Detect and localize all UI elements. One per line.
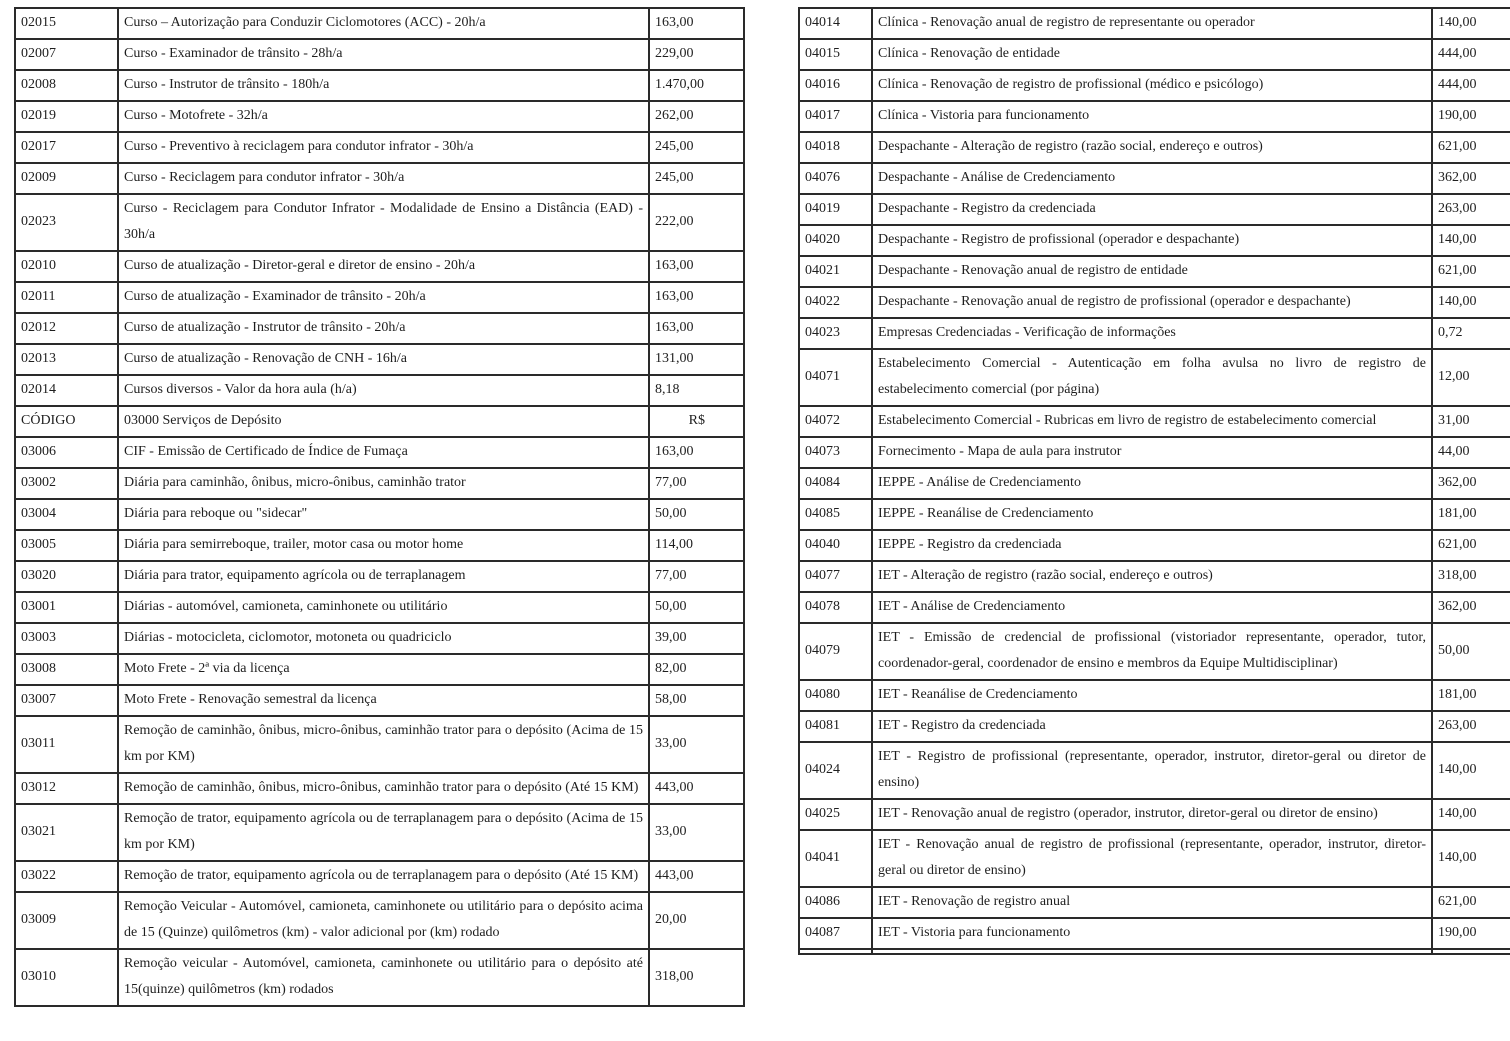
code-cell: 04079 <box>799 623 872 680</box>
code-cell: 04085 <box>799 499 872 530</box>
table-row <box>799 349 1510 406</box>
code-cell: 03005 <box>15 530 118 561</box>
description-cell: Curso - Motofrete - 32h/a <box>118 101 649 132</box>
code-cell: 03004 <box>15 499 118 530</box>
description-cell: Curso - Preventivo à reciclagem para condutor infrator - 30h/a <box>118 132 649 163</box>
price-cell: 263,00 <box>1432 711 1510 742</box>
price-cell: 362,00 <box>1432 468 1510 499</box>
description-cell: Clínica - Renovação anual de registro de representante ou operador <box>872 8 1432 39</box>
table-row <box>15 592 744 623</box>
price-cell: 163,00 <box>649 282 744 313</box>
table-row <box>15 685 744 716</box>
price-cell: 114,00 <box>649 530 744 561</box>
description-cell: Moto Frete - 2ª via da licença <box>118 654 649 685</box>
table-row <box>15 499 744 530</box>
table-row <box>15 282 744 313</box>
price-cell: 50,00 <box>649 592 744 623</box>
table-row <box>799 437 1510 468</box>
table-row <box>799 949 1510 954</box>
table-row <box>15 561 744 592</box>
description-cell: Remoção de caminhão, ônibus, micro-ônibus, caminhão trator para o depósito (Acima de 15 km por KM) <box>118 716 649 773</box>
code-cell: 04020 <box>799 225 872 256</box>
description-cell: IET - Vistoria para funcionamento <box>872 918 1432 949</box>
table-row <box>15 530 744 561</box>
price-cell: 229,00 <box>649 39 744 70</box>
description-cell: Clínica - Vistoria para funcionamento <box>872 101 1432 132</box>
price-cell: 33,00 <box>649 804 744 861</box>
description-cell: Curso - Reciclagem para condutor infrator - 30h/a <box>118 163 649 194</box>
table-row <box>15 892 744 949</box>
price-cell: 12,00 <box>1432 349 1510 406</box>
price-cell: 77,00 <box>649 561 744 592</box>
description-cell: Fornecimento - Mapa de aula para instrutor <box>872 437 1432 468</box>
price-cell: 444,00 <box>1432 39 1510 70</box>
code-cell: 03006 <box>15 437 118 468</box>
table-row <box>15 344 744 375</box>
table-row <box>799 592 1510 623</box>
description-cell: Clínica - Renovação de registro de profissional (médico e psicólogo) <box>872 70 1432 101</box>
table-row <box>15 375 744 406</box>
price-cell: 262,00 <box>649 101 744 132</box>
description-cell: Curso – Autorização para Conduzir Ciclomotores (ACC) - 20h/a <box>118 8 649 39</box>
table-row <box>15 623 744 654</box>
price-cell: 362,00 <box>1432 592 1510 623</box>
code-cell: 04025 <box>799 799 872 830</box>
description-cell: IET - Renovação de registro anual <box>872 887 1432 918</box>
table-row <box>799 132 1510 163</box>
description-cell: IEPPE - Registro da credenciada <box>872 530 1432 561</box>
code-cell: 04077 <box>799 561 872 592</box>
table-row <box>15 132 744 163</box>
table-row <box>15 39 744 70</box>
description-cell: IET - Renovação anual de registro de profissional (representante, operador, instrutor, diretor-geral ou diretor de ensino) <box>872 830 1432 887</box>
code-cell: 04015 <box>799 39 872 70</box>
table-row <box>15 949 744 1006</box>
price-cell: 245,00 <box>649 163 744 194</box>
table-row <box>15 654 744 685</box>
description-cell: Diária para semirreboque, trailer, motor casa ou motor home <box>118 530 649 561</box>
table-row <box>15 194 744 251</box>
description-cell: Remoção Veicular - Automóvel, camioneta, caminhonete ou utilitário para o depósito acima de 15 (Quinze) quilômetros (km) - valor adicional por (km) rodado <box>118 892 649 949</box>
code-cell: 03002 <box>15 468 118 499</box>
description-cell: Curso - Instrutor de trânsito - 180h/a <box>118 70 649 101</box>
code-cell: 04078 <box>799 592 872 623</box>
table-row <box>15 8 744 39</box>
code-cell: 04023 <box>799 318 872 349</box>
description-cell: IET - Registro da credenciada <box>872 711 1432 742</box>
table-row <box>799 8 1510 39</box>
table-row <box>15 101 744 132</box>
price-cell: 621,00 <box>1432 132 1510 163</box>
description-cell: Diária para caminhão, ônibus, micro-ônibus, caminhão trator <box>118 468 649 499</box>
table-row <box>15 251 744 282</box>
price-cell: 443,00 <box>649 773 744 804</box>
table-row <box>799 39 1510 70</box>
description-cell: Diária para trator, equipamento agrícola ou de terraplanagem <box>118 561 649 592</box>
code-cell: 04024 <box>799 742 872 799</box>
code-cell: 02017 <box>15 132 118 163</box>
code-cell: 04081 <box>799 711 872 742</box>
table-row <box>799 256 1510 287</box>
price-cell: 190,00 <box>1432 101 1510 132</box>
table-row <box>799 225 1510 256</box>
code-cell: 03022 <box>15 861 118 892</box>
price-cell: 33,00 <box>649 716 744 773</box>
description-cell: Remoção de trator, equipamento agrícola ou de terraplanagem para o depósito (Até 15 KM) <box>118 861 649 892</box>
code-cell: 04040 <box>799 530 872 561</box>
price-cell: 39,00 <box>649 623 744 654</box>
code-cell: 03021 <box>15 804 118 861</box>
description-cell: Diárias - automóvel, camioneta, caminhonete ou utilitário <box>118 592 649 623</box>
code-cell: 04076 <box>799 163 872 194</box>
description-cell: Despachante - Alteração de registro (razão social, endereço e outros) <box>872 132 1432 163</box>
table-row <box>799 711 1510 742</box>
table-row <box>15 861 744 892</box>
price-cell: 318,00 <box>1432 561 1510 592</box>
table-row <box>799 530 1510 561</box>
price-cell: 140,00 <box>1432 799 1510 830</box>
price-cell: 140,00 <box>1432 8 1510 39</box>
price-cell: 621,00 <box>1432 887 1510 918</box>
table-row <box>15 437 744 468</box>
code-cell <box>799 949 872 954</box>
description-cell: Despachante - Registro de profissional (operador e despachante) <box>872 225 1432 256</box>
table-row <box>799 499 1510 530</box>
description-cell: Curso - Reciclagem para Condutor Infrator - Modalidade de Ensino a Distância (EAD) - 30h/a <box>118 194 649 251</box>
code-cell: 03007 <box>15 685 118 716</box>
description-cell <box>872 949 1432 954</box>
code-cell: 02010 <box>15 251 118 282</box>
table-row <box>799 830 1510 887</box>
price-cell <box>1432 949 1510 954</box>
price-cell: 31,00 <box>1432 406 1510 437</box>
price-cell: 77,00 <box>649 468 744 499</box>
description-cell: 03000 Serviços de Depósito <box>118 406 649 437</box>
description-cell: Clínica - Renovação de entidade <box>872 39 1432 70</box>
price-cell: 163,00 <box>649 437 744 468</box>
price-cell: 163,00 <box>649 313 744 344</box>
price-cell: 140,00 <box>1432 287 1510 318</box>
code-cell: 04080 <box>799 680 872 711</box>
code-cell: 04021 <box>799 256 872 287</box>
description-cell: IET - Análise de Credenciamento <box>872 592 1432 623</box>
price-cell: 20,00 <box>649 892 744 949</box>
code-cell: 02013 <box>15 344 118 375</box>
price-cell: 181,00 <box>1432 499 1510 530</box>
table-row <box>799 680 1510 711</box>
description-cell: Despachante - Análise de Credenciamento <box>872 163 1432 194</box>
description-cell: Curso de atualização - Examinador de trânsito - 20h/a <box>118 282 649 313</box>
table-row <box>799 623 1510 680</box>
description-cell: IET - Reanálise de Credenciamento <box>872 680 1432 711</box>
price-cell: 190,00 <box>1432 918 1510 949</box>
price-cell: 50,00 <box>1432 623 1510 680</box>
code-cell: 03009 <box>15 892 118 949</box>
price-cell: 444,00 <box>1432 70 1510 101</box>
price-cell: 131,00 <box>649 344 744 375</box>
table-row <box>15 313 744 344</box>
code-cell: 02007 <box>15 39 118 70</box>
description-cell: Cursos diversos - Valor da hora aula (h/a) <box>118 375 649 406</box>
fee-table-left <box>14 7 745 1007</box>
table-row <box>15 716 744 773</box>
price-cell: 140,00 <box>1432 742 1510 799</box>
table-row <box>15 163 744 194</box>
code-cell: 04073 <box>799 437 872 468</box>
code-cell: 02008 <box>15 70 118 101</box>
description-cell: Despachante - Registro da credenciada <box>872 194 1432 225</box>
price-cell: 621,00 <box>1432 530 1510 561</box>
price-cell: R$ <box>649 406 744 437</box>
description-cell: Empresas Credenciadas - Verificação de informações <box>872 318 1432 349</box>
code-cell: 04087 <box>799 918 872 949</box>
price-cell: 621,00 <box>1432 256 1510 287</box>
fee-table-right <box>798 7 1510 955</box>
code-cell: 02023 <box>15 194 118 251</box>
code-cell: 02015 <box>15 8 118 39</box>
description-cell: Despachante - Renovação anual de registro de entidade <box>872 256 1432 287</box>
table-row <box>799 318 1510 349</box>
code-cell: 04084 <box>799 468 872 499</box>
code-cell: 04041 <box>799 830 872 887</box>
code-cell: 02011 <box>15 282 118 313</box>
table-row <box>799 101 1510 132</box>
code-cell: 04016 <box>799 70 872 101</box>
description-cell: Diária para reboque ou "sidecar" <box>118 499 649 530</box>
description-cell: IET - Registro de profissional (representante, operador, instrutor, diretor-geral ou diretor de ensino) <box>872 742 1432 799</box>
code-cell: 03008 <box>15 654 118 685</box>
code-cell: 04071 <box>799 349 872 406</box>
price-cell: 443,00 <box>649 861 744 892</box>
code-cell: 02019 <box>15 101 118 132</box>
code-cell: 03011 <box>15 716 118 773</box>
table-row <box>799 287 1510 318</box>
fee-table-right-body <box>799 8 1510 954</box>
price-cell: 263,00 <box>1432 194 1510 225</box>
code-cell: 02014 <box>15 375 118 406</box>
table-row <box>799 194 1510 225</box>
description-cell: Despachante - Renovação anual de registro de profissional (operador e despachante) <box>872 287 1432 318</box>
code-cell: 04017 <box>799 101 872 132</box>
price-cell: 318,00 <box>649 949 744 1006</box>
description-cell: Curso - Examinador de trânsito - 28h/a <box>118 39 649 70</box>
description-cell: Remoção veicular - Automóvel, camioneta, caminhonete ou utilitário para o depósito até 15(quinze) quilômetros (km) rodados <box>118 949 649 1006</box>
code-cell: 03020 <box>15 561 118 592</box>
description-cell: Curso de atualização - Diretor-geral e diretor de ensino - 20h/a <box>118 251 649 282</box>
price-cell: 181,00 <box>1432 680 1510 711</box>
code-cell: 03003 <box>15 623 118 654</box>
price-cell: 163,00 <box>649 251 744 282</box>
table-row <box>799 887 1510 918</box>
table-row <box>799 742 1510 799</box>
price-cell: 0,72 <box>1432 318 1510 349</box>
description-cell: CIF - Emissão de Certificado de Índice de Fumaça <box>118 437 649 468</box>
code-cell: 04014 <box>799 8 872 39</box>
price-cell: 140,00 <box>1432 830 1510 887</box>
fee-table-left-body <box>15 8 744 1006</box>
price-cell: 8,18 <box>649 375 744 406</box>
price-cell: 1.470,00 <box>649 70 744 101</box>
price-cell: 222,00 <box>649 194 744 251</box>
table-row <box>15 773 744 804</box>
price-cell: 140,00 <box>1432 225 1510 256</box>
price-cell: 82,00 <box>649 654 744 685</box>
description-cell: Remoção de trator, equipamento agrícola ou de terraplanagem para o depósito (Acima de 15 km por KM) <box>118 804 649 861</box>
code-cell: 02009 <box>15 163 118 194</box>
price-cell: 163,00 <box>649 8 744 39</box>
description-cell: IEPPE - Análise de Credenciamento <box>872 468 1432 499</box>
price-cell: 44,00 <box>1432 437 1510 468</box>
price-cell: 245,00 <box>649 132 744 163</box>
description-cell: Curso de atualização - Renovação de CNH - 16h/a <box>118 344 649 375</box>
table-row <box>799 561 1510 592</box>
table-row <box>799 468 1510 499</box>
code-cell: 02012 <box>15 313 118 344</box>
table-row <box>799 799 1510 830</box>
table-row <box>799 163 1510 194</box>
description-cell: Estabelecimento Comercial - Autenticação em folha avulsa no livro de registro de estabelecimento comercial (por página) <box>872 349 1432 406</box>
code-cell: 03001 <box>15 592 118 623</box>
section-header-row <box>15 406 744 437</box>
code-cell: CÓDIGO <box>15 406 118 437</box>
price-cell: 362,00 <box>1432 163 1510 194</box>
code-cell: 04086 <box>799 887 872 918</box>
price-cell: 50,00 <box>649 499 744 530</box>
description-cell: Estabelecimento Comercial - Rubricas em livro de registro de estabelecimento comercial <box>872 406 1432 437</box>
code-cell: 03012 <box>15 773 118 804</box>
description-cell: IEPPE - Reanálise de Credenciamento <box>872 499 1432 530</box>
table-row <box>799 406 1510 437</box>
table-row <box>15 804 744 861</box>
price-cell: 58,00 <box>649 685 744 716</box>
table-row <box>799 70 1510 101</box>
code-cell: 04019 <box>799 194 872 225</box>
description-cell: IET - Alteração de registro (razão social, endereço e outros) <box>872 561 1432 592</box>
description-cell: Remoção de caminhão, ônibus, micro-ônibus, caminhão trator para o depósito (Até 15 KM) <box>118 773 649 804</box>
table-row <box>15 70 744 101</box>
description-cell: Moto Frete - Renovação semestral da licença <box>118 685 649 716</box>
description-cell: IET - Renovação anual de registro (operador, instrutor, diretor-geral ou diretor de ensino) <box>872 799 1432 830</box>
table-row <box>15 468 744 499</box>
code-cell: 04022 <box>799 287 872 318</box>
description-cell: IET - Emissão de credencial de profissional (vistoriador representante, operador, tutor, coordenador-geral, coordenador de ensino e membros da Equipe Multidisciplinar) <box>872 623 1432 680</box>
description-cell: Curso de atualização - Instrutor de trânsito - 20h/a <box>118 313 649 344</box>
code-cell: 03010 <box>15 949 118 1006</box>
description-cell: Diárias - motocicleta, ciclomotor, motoneta ou quadriciclo <box>118 623 649 654</box>
code-cell: 04018 <box>799 132 872 163</box>
code-cell: 04072 <box>799 406 872 437</box>
table-row <box>799 918 1510 949</box>
